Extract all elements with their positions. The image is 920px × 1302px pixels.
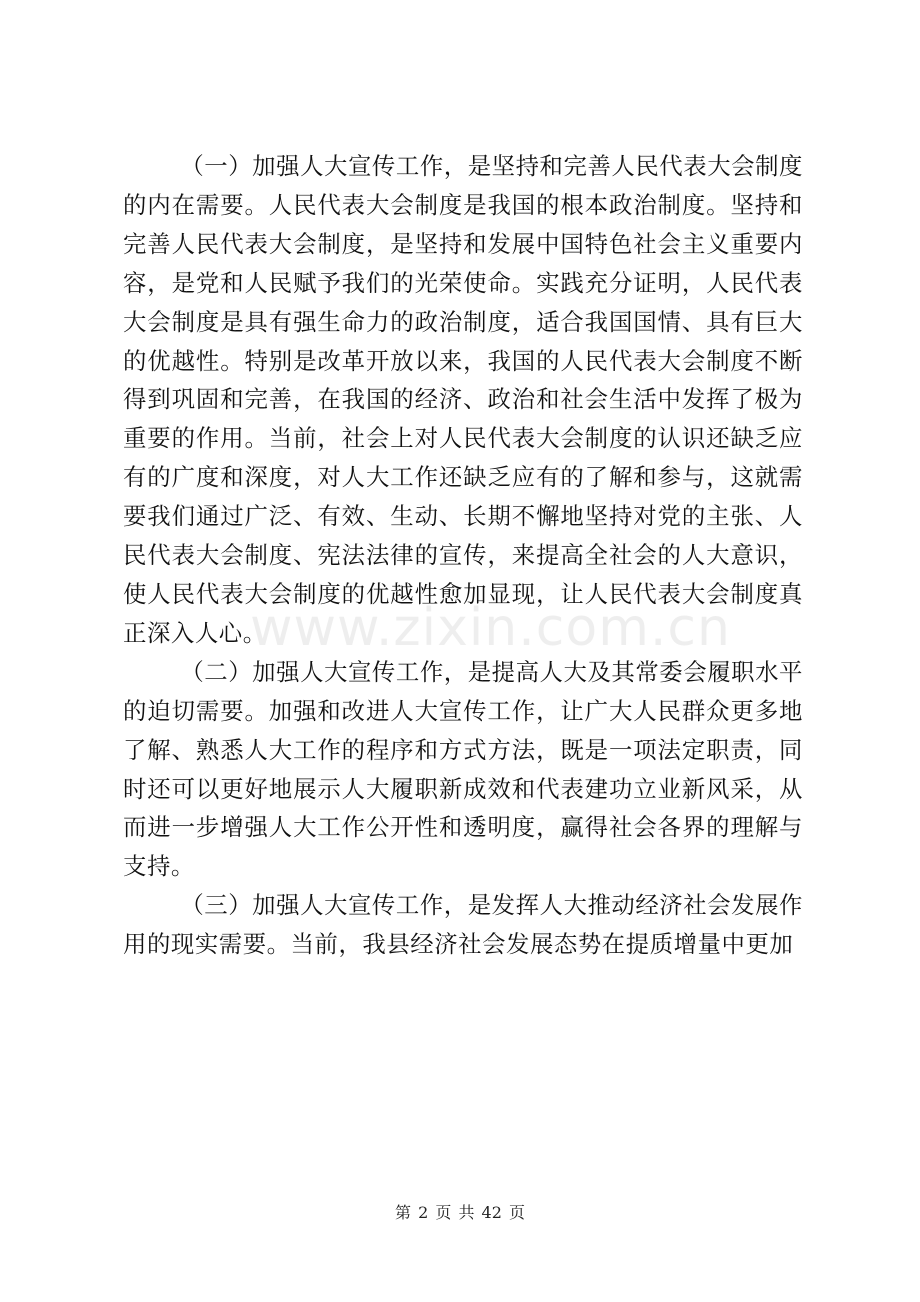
page-number-footer: 第 2 页 共 42 页 [395,1203,525,1222]
paragraph-3: （三）加强人大宣传工作，是发挥人大推动经济社会发展作用的现实需要。当前，我县经济社会发展态势在提质增量中更加 [123,891,803,959]
document-body [123,147,803,964]
paragraph-1: （一）加强人大宣传工作，是坚持和完善人民代表大会制度的内在需要。人民代表大会制度是我国的根本政治制度。坚持和完善人民代表大会制度，是坚持和发展中国特色社会主义重要内容，是党和人民赋予我们的光荣使命。实践充分证明，人民代表大会制度是具有强生命力的政治制度，适合我国国情、具有巨大的优越性。特别是改革开放以来，我国的人民代表大会制度不断得到巩固和完善，在我国的经济、政治和社会生活中发挥了极为重要的作用。当前，社会上对人民代表大会制度的认识还缺乏应有的广度和深度，对人大工作还缺乏应有的了解和参与，这就需要我们通过广泛、有效、生动、长期不懈地坚持对党的主张、人民代表大会制度、宪法法律的宣传，来提高全社会的人大意识，使人民代表大会制度的优越性愈加显现，让人民代表大会制度真正深入人心。 [123,152,803,647]
watermark: www.zixin.com.cn [250,598,731,658]
paragraph-2: （二）加强人大宣传工作，是提高人大及其常委会履职水平的迫切需要。加强和改进人大宣传工作，让广大人民群众更多地了解、熟悉人大工作的程序和方式方法，既是一项法定职责，同时还可以更好地展示人大履职新成效和代表建功立业新风采，从而进一步增强人大工作公开性和透明度，赢得社会各界的理解与支持。 [123,657,803,881]
